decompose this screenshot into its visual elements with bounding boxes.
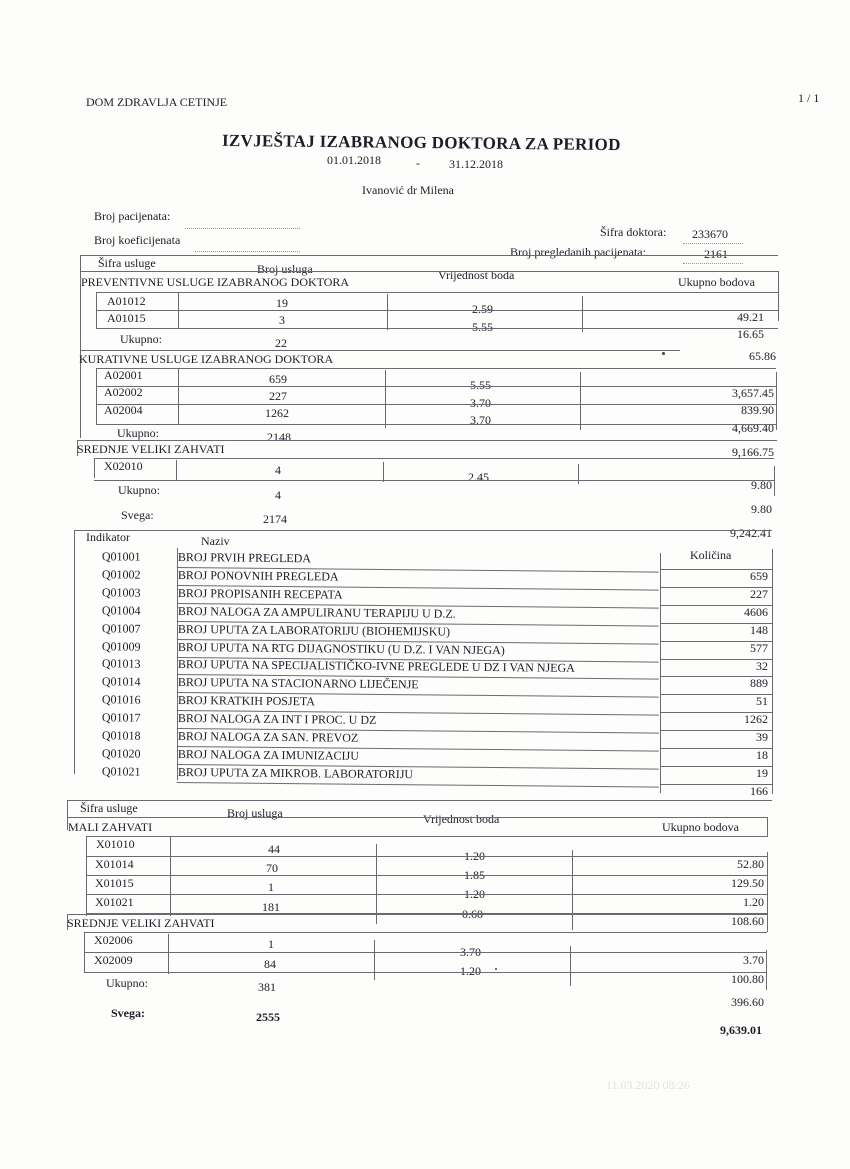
indicator-code: Q01003 [101,585,141,600]
indicator-code: Q01001 [101,549,141,564]
t1-row-value: 2.45 [468,470,489,484]
t3-ukupno-count: 381 [258,980,276,994]
t1-header-total: Ukupno bodova [678,275,755,289]
indicator-name: BROJ NALOGA ZA IMUNIZACIJU [177,746,360,763]
t1-row-count: 3 [279,313,285,327]
t1-row-count: 227 [269,389,287,403]
t3-header-value: Vrijednost boda [423,812,500,826]
indicator-name: BROJ UPUTA NA RTG DIJAGNOSTIKU (U D.Z. I VAN NJEGA) [177,639,505,657]
t1-row-total: 4,669.40 [732,421,774,435]
indicator-code: Q01017 [101,710,141,725]
t1-ukupno-label: Ukupno: [118,483,160,497]
indicator-name: BROJ UPUTA ZA MIKROB. LABORATORIJU [177,764,414,782]
t1-ukupno-total: 9,166.75 [732,445,774,459]
indicator-code: Q01014 [101,674,141,689]
scan-speck [662,352,665,355]
t3-row-value: 1.20 [464,849,485,863]
examined-value: 2161 [704,247,728,261]
t1-row-value: 2.59 [472,302,493,316]
indicator-qty: 227 [750,586,768,601]
indicator-name: BROJ PROPISANIH RECEPATA [177,585,343,602]
report-title: IZVJEŠTAJ IZABRANOG DOKTORA ZA PERIOD [221,130,621,155]
t3-svega-count: 2555 [256,1010,280,1024]
t2-header-qty: Količina [690,548,732,562]
indicator-qty-rule [660,623,772,624]
t1-ukupno-total: 9.80 [751,502,772,516]
page-number: 1 / 1 [798,91,820,105]
t1-row-count: 19 [276,296,288,310]
indicator-qty: 19 [756,765,768,780]
indicator-name: BROJ PRVIH PREGLEDA [177,549,312,566]
t3-row-count: 1 [268,880,274,894]
indicator-qty: 659 [750,569,768,583]
indicator-name: BROJ NALOGA ZA AMPULIRANU TERAPIJU U D.Z. [177,603,456,621]
indicator-qty-rule [660,587,772,588]
t3-row-count: 84 [264,957,276,971]
indicator-code: Q01002 [101,567,141,582]
indicator-qty: 39 [756,730,768,745]
t3-row-count: 181 [262,900,280,914]
t1-row-count: 4 [275,463,281,477]
indicator-row-rule [177,782,659,788]
t3-row-count: 44 [268,842,280,856]
indicator-qty: 18 [756,748,768,762]
t3-row-total: 3.70 [743,953,764,967]
t3-row-total: 1.20 [743,895,764,909]
doctor-name: Ivanović dr Milena [362,183,454,197]
indicator-name: BROJ PONOVNIH PREGLEDA [177,567,339,584]
t1-ukupno-count: 4 [275,488,281,502]
coef-underline [195,251,300,252]
t3-svega-label: Svega: [111,1006,145,1020]
indicator-code: Q01007 [101,620,141,636]
coef-label: Broj koeficijenata [94,233,181,247]
indicator-name: BROJ UPUTA ZA LABORATORIJU (BIOHEMIJSKU) [177,621,451,639]
t1-row-code: A02002 [104,385,143,399]
indicator-qty: 32 [756,658,768,673]
t3-row-value: 1.85 [464,868,485,882]
indicator-code: Q01013 [101,656,141,672]
indicator-name: BROJ UPUTA NA STACIONARNO LIJEČENJE [177,675,419,692]
indicator-code: Q01016 [101,692,141,707]
t1-section-curative: KURATIVNE USLUGE IZABRANOG DOKTORA [79,352,334,366]
t3-row-value: 3.70 [460,945,481,959]
t3-ukupno-total: 396.60 [731,995,764,1009]
t3-row-total: 108.60 [731,914,764,928]
t3-row-value: 1.20 [460,964,481,978]
indicator-qty: 51 [756,694,768,709]
indicator-name: BROJ KRATKIH POSJETA [177,693,316,709]
scan-speck [495,968,497,970]
t3-row-value: 0.60 [462,907,483,921]
indicator-qty: 1262 [744,712,768,727]
indicator-name: BROJ NALOGA ZA INT I PROC. U DZ [177,711,377,727]
t3-row-code: X01015 [95,876,134,890]
t1-ukupno-label: Ukupno: [117,426,159,440]
t3-row-code: X02006 [94,933,133,947]
t3-ukupno-label: Ukupno: [106,976,148,990]
date-separator: - [416,156,420,170]
indicator-name: BROJ UPUTA NA SPECIJALISTIČKO-IVNE PREGLEDE U DZ I VAN NJEGA [177,657,575,676]
t1-row-count: 659 [269,372,287,386]
t3-row-total: 129.50 [731,876,764,890]
indicator-qty-rule [660,676,772,677]
indicator-qty-rule [660,569,772,570]
t1-ukupno-count: 2148 [267,430,291,444]
t1-svega-label: Svega: [121,508,154,522]
indicator-qty-rule [660,659,772,660]
indicator-qty-rule [660,605,772,606]
doctor-code-label: Šifra doktora: [600,225,667,239]
t1-svega-total: 9,242.41 [730,526,772,540]
t1-row-code: A02001 [104,368,143,382]
t3-row-code: X01014 [95,857,134,871]
t3-row-total: 52.80 [737,857,764,871]
t1-ukupno-label: Ukupno: [120,332,162,346]
indicator-code: Q01018 [101,728,141,743]
t2-header-indicator: Indikator [86,530,130,544]
t1-row-count: 1262 [265,406,289,420]
t3-header-total: Ukupno bodova [662,820,739,834]
indicator-qty: 166 [750,783,768,798]
t1-row-value: 3.70 [470,396,491,410]
indicator-qty-rule [660,694,772,695]
t1-svega-count: 2174 [263,512,287,526]
indicator-code: Q01004 [101,602,141,618]
doctor-code: 233670 [692,227,728,241]
t3-header-count: Broj usluga [227,806,283,820]
t1-row-total: 9.80 [751,478,772,492]
t3-section-medium: SREDNJE VELIKI ZAHVATI [67,916,215,930]
indicator-qty-rule [660,766,772,767]
t3-section-small: MALI ZAHVATI [68,820,153,834]
t1-row-value: 5.55 [470,378,491,392]
t1-row-total: 49.21 [737,310,764,324]
indicator-qty-rule [660,784,772,785]
examined-underline [683,263,743,264]
indicator-code: Q01021 [101,764,141,779]
print-timestamp: 11.03.2020 08:26 [606,1078,690,1092]
t1-row-code: A01012 [107,294,146,308]
t1-row-value: 5.55 [472,320,493,334]
indicator-name: BROJ NALOGA ZA SAN. PREVOZ [177,728,359,745]
indicator-qty-rule [660,730,772,731]
t1-row-code: A02004 [104,403,143,417]
t3-row-code: X01010 [96,837,135,851]
t1-section-medium: SREDNJE VELIKI ZAHVATI [77,442,225,456]
t3-row-code: X02009 [94,953,133,967]
examined-label: Broj pregledanih pacijenata: [510,245,646,259]
t3-svega-total: 9,639.01 [720,1023,762,1037]
t1-header-count: Broj usluga [257,262,313,276]
t3-row-value: 1.20 [464,887,485,901]
doctor-code-underline [683,243,743,244]
patients-underline [185,228,300,229]
indicator-qty-rule [660,641,772,642]
t1-row-code: A01015 [107,311,146,325]
indicator-qty-rule [660,712,772,713]
date-from: 01.01.2018 [327,153,381,167]
t3-row-code: X01021 [95,895,134,909]
indicator-qty: 4606 [744,604,768,619]
t1-ukupno-total: 65.86 [749,349,776,363]
indicator-qty: 889 [750,676,768,691]
t1-header-code: Šifra usluge [98,256,156,270]
t3-row-total: 100.80 [731,972,764,986]
t3-row-count: 70 [266,861,278,875]
t3-row-count: 1 [268,937,274,951]
t3-header-code: Šifra usluge [80,801,138,815]
indicator-qty: 148 [750,622,768,637]
t1-row-value: 3.70 [470,413,491,427]
institution-name: DOM ZDRAVLJA CETINJE [86,95,228,109]
date-to: 31.12.2018 [449,157,503,171]
indicator-code: Q01020 [101,746,141,761]
indicator-qty-rule [660,748,772,749]
t1-row-code: X02010 [104,459,143,473]
t1-section-preventive: PREVENTIVNE USLUGE IZABRANOG DOKTORA [81,275,350,289]
patients-label: Broj pacijenata: [94,209,171,223]
t1-row-total: 839.90 [741,403,774,417]
t1-ukupno-count: 22 [275,336,287,350]
t2-header-name: Naziv [201,534,230,548]
t1-row-total: 16.65 [737,327,764,341]
indicator-qty: 577 [750,640,768,655]
t1-row-total: 3,657.45 [732,386,774,400]
indicator-code: Q01009 [101,638,141,654]
t1-header-value: Vrijednost boda [438,268,515,282]
